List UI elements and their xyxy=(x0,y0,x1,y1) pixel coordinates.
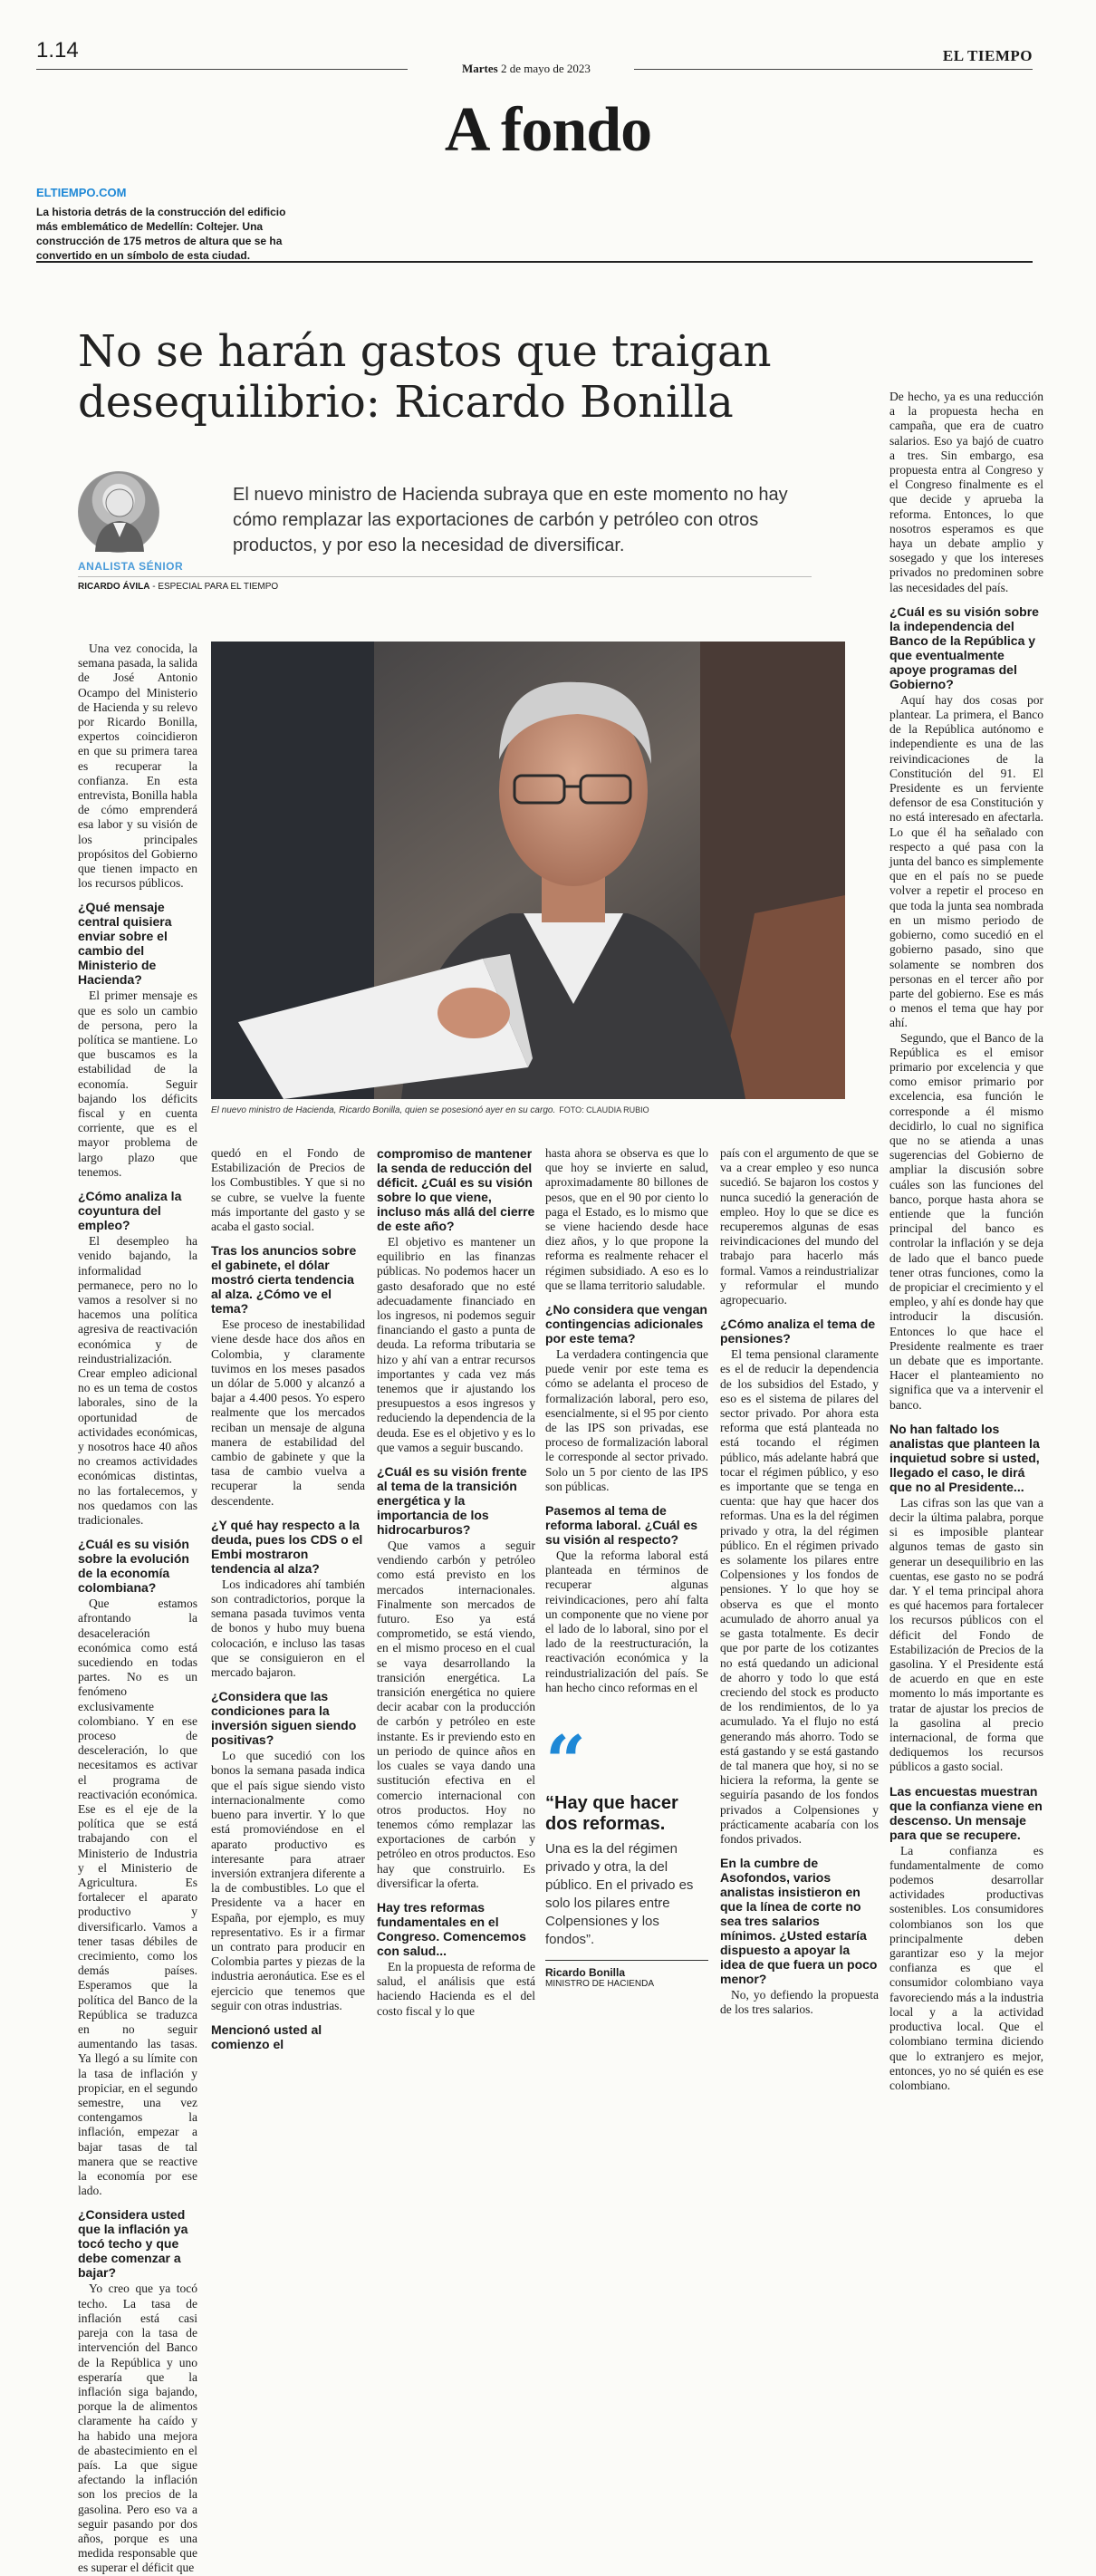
paragraph: El tema pensional claramente es el de reducir la dependencia de los subsidios del Estado, y eso es el sistema de pilares del sector privado. Por ahora esta reforma que está planteada no está tocando el régimen público, más adelante habrá que tocar el régimen público, y eso es importante que se tenga en cuenta: que hay que hacer dos reformas. Una es la del régimen privado y otra, la del régimen público. En el régimen privado es solamente los pilares entre Colpensiones y los fondos de pensiones. Y lo que hoy se observa es que el monto acumulado de ahorro anual ya se gasta totalmente. Es decir que por parte de los cotizantes no está quedando un adicional de ahorro y todo lo que está creciendo del stock es producto de los rendimientos, de lo ya acumulado. Ya el flujo no está generando más ahorro. Todo se está gastando y se está gastando de tal manera que hoy, si no se hiciera la reforma, la gente se seguiría pasando de los fondos privados a Colpensiones y prácticamente acabaría con los fondos privados. xyxy=(720,1347,879,1846)
paragraph: Segundo, que el Banco de la República es el emisor primario por excelencia y que como emisor primario por excelencia, esa función le corresponde a él mismo decidirlo, lo cual no significa que no se atienda a unas sugerencias del Gobierno de ampliar la discusión sobre cuáles son las funciones del banco, porque hasta ahora se entiende que la función principal del banco es controlar la inflación y se deja de lado que el banco puede tener otras funciones, como la de propiciar el crecimiento y el empleo, y ahí es donde hay que introducir la discusión. Entonces lo que hace el Presidente realmente es traer un debate que es importante. Hacer el planteamiento no significa que va a intervenir el banco. xyxy=(889,1030,1043,1412)
pull-quote-body: Una es la del régimen privado y otra, la del público. En el privado es solo los pilares entre Colpensiones y los fondos”. xyxy=(545,1841,694,1947)
question: compromiso de mantener la senda de reducción del déficit. ¿Cuál es su visión sobre lo que viene, incluso más allá del cierre de este año? xyxy=(377,1146,535,1233)
paragraph: Los indicadores ahí también son contradictorios, porque la semana pasada tuvimos venta de bonos y hubo muy buena colocación, e incluso las tasas que se consiguieron en el mercado bajaron. xyxy=(211,1577,365,1680)
paragraph: Ese proceso de inestabilidad viene desde hace dos años en Colombia, y claramente tuvimos en los meses pasados un dólar de 5.000 y alcanzó a bajar a 4.400 pesos. Yo espero realmente que los mercados reciban un mensaje de alguna manera de estabilidad del cambio de gabinete y que la tasa de cambio vuelva a recuperar la senda descendente. xyxy=(211,1317,365,1508)
question: ¿No considera que vengan contingencias adicionales por este tema? xyxy=(545,1302,707,1346)
author-avatar xyxy=(78,471,159,553)
paragraph: país con el argumento de que se va a crear empleo y eso nunca sucedió. Se bajaron los costos y nunca sucedió la generación de empleo. Hoy lo que se dice es recuperemos algunas de esas reivindicaciones del mundo del trabajo para hacerlo más formal. Vamos a reindustrializar y reformular el mundo agropecuario. xyxy=(720,1146,879,1307)
paragraph: La confianza es fundamentalmente de como podemos desarrollar actividades productivas sostenibles. Los consumidores colombianos son los que principalmente deben garantizar eso y la mejor confianza es que el consumidor colombiano vaya favoreciendo más a la industria local y a la actividad productiva local. Que el colombiano termina diciendo que lo extranjero es mejor, entonces, yo no sé quién es ese colombiano. xyxy=(889,1843,1043,2092)
paragraph: Las cifras son las que van a decir la última palabra, porque si es imposible plantear algunos temas de gasto sin generar un desequilibrio en las cuentas, ese gasto no se podrá dar. Y el tema principal ahora es qué hacemos para fortalecer los recursos públicos con el déficit del Fondo de Estabilización de Precios de la gasolina. Y el Presidente está de acuerdo en que en este momento lo más importante es tratar de ajustar los precios de la gasolina al precio internacional, de forma que dediquemos los recursos públicos a gasto social. xyxy=(889,1495,1043,1774)
question: ¿Cuál es su visión sobre la evolución de la economía colombiana? xyxy=(78,1537,189,1596)
question: No han faltado los analistas que planteen la inquietud sobre si usted, llegado el caso, le dirá que no al Presidente... xyxy=(889,1421,1040,1494)
question: ¿Cómo analiza el tema de pensiones? xyxy=(720,1317,876,1346)
main-photo xyxy=(211,642,845,1099)
question: ¿Y qué hay respecto a la deuda, pues los CDS o el Embi mostraron tendencia al alza? xyxy=(211,1517,363,1576)
article-column-2 xyxy=(211,1146,365,2109)
article-column-6 xyxy=(889,390,1043,2109)
question: Mencionó usted al comienzo el xyxy=(211,2021,322,2051)
article-column-3 xyxy=(377,1146,535,2109)
newspaper-brand: EL TIEMPO xyxy=(942,47,1033,64)
article-column-5 xyxy=(720,1146,879,2109)
paragraph: Que vamos a seguir vendiendo carbón y petróleo como está previsto en los mercados internacionales. Finalmente son mercados de futuro. Eso ya está comprometido, se está viendo, en el mismo proceso en el cual se vaya desarrollando la transición energética. La transición energética no quiere decir acabar con la producción de carbón y petróleo en este instante. Es ir previendo esto en un periodo de quince años en los cuales se vaya dando una sustitución efectiva en el comercio internacional con otros productos. Hoy no tenemos cómo remplazar las exportaciones de carbón y petróleo en otros productos. Eso hay que construirlo. Es diversificar la oferta. xyxy=(377,1539,535,1890)
pull-quote-name: Ricardo Bonilla xyxy=(545,1966,626,1979)
paragraph: Aquí hay dos cosas por plantear. La primera, el Banco de la República autónomo e independiente es una de las reivindicaciones de la Constitución del 91. El Presidente es un ferviente defensor de esa Constitución y no está interesado en afectarla. Lo que él ha señalado con respecto a qué pasa con la junta del banco es simplemente que en el país no se puede volver a repetir el proceso en que toda la junta sea nombrada en un mismo periodo de gobierno, como sucedió en el gobierno pasado, sino que solamente se nombren dos personas en el tercer año por parte del gobierno. Ese es más o menos el tema que hay por ahí. xyxy=(889,692,1043,1030)
byline-name: RICARDO ÁVILA xyxy=(78,582,150,592)
byline-divider xyxy=(78,576,812,577)
question: ¿Cuál es su visión frente al tema de la transición energética y la importancia de los hidrocarburos? xyxy=(377,1464,527,1538)
paragraph: hasta ahora se observa es que lo que hoy se invierte en salud, aproximadamente 80 billones de pesos, que en el 90 por ciento lo paga el Estado, es lo mismo que se viene haciendo desde hace diez años, y lo que propone la reforma es realmente rehacer el régimen subsidiado. A eso es lo que se llama territorio saludable. xyxy=(545,1146,708,1292)
issue-date-rest: 2 de mayo de 2023 xyxy=(500,62,591,75)
paragraph: Lo que sucedió con los bonos la semana pasada indica que el país sigue siendo visto internacionalmente como bueno para invertir. Y lo que está promoviéndose en el aparato productivo es interesante para atraer inversión extranjera diferente a la de combustibles. Lo que el Presidente va a hacer en España, por ejemplo, es muy representativo. Es ir a firmar un contrato para producir en Colombia partes y piezas de la industria aeronáutica. Ese es el ejercicio que tenemos que seguir con otras industrias. xyxy=(211,1749,365,2012)
paragraph: Yo creo que ya tocó techo. La tasa de inflación está casi pareja con la tasa de intervención del Banco de la República y uno esperaría que la inflación siga bajando, porque la de alimentos claramente ha caído y ha habido una mejora de abastecimiento en el país. La que sigue afectando la inflación son los precios de la gasolina. Pero eso va a seguir pasando por dos años, porque es una medida responsable que es superar el déficit que xyxy=(78,2282,197,2575)
header-rule-left xyxy=(36,69,408,70)
question: ¿Considera que las condiciones para la inversión siguen siendo positivas? xyxy=(211,1689,357,1748)
paragraph: quedó en el Fondo de Estabilización de Precios de los Combustibles. Y que si no se cubre, se vuelve la fuente más importante del gasto y se acaba el gasto social. xyxy=(211,1146,365,1234)
issue-day: Martes xyxy=(462,62,498,75)
paragraph: El desempleo ha venido bajando, la informalidad permanece, pero no lo vamos a resolver si no hacemos una política agresiva de reactivación económica y de reindustrialización. Crear empleo adicional no es un tema de costos laborales, sino de la oportunidad de actividades económicas, y nosotros hace 40 años no creamos actividades económicas distintas, no las fortalecemos, y nos quedamos con las tradicionales. xyxy=(78,1234,197,1527)
minister-photo-illustration xyxy=(211,642,845,1099)
issue-date xyxy=(462,62,591,76)
header-rule-right xyxy=(634,69,1033,70)
paragraph: El objetivo es mantener un equilibrio en las finanzas públicas. No podemos hacer un gasto desaforado que no esté adecuadamente financiado en los ingresos, ni podemos seguir financiando el gasto a punta de deuda. La reforma tributaria se hizo y ahí van a entrar recursos importantes y cada vez más tenemos que ir ajustando los presupuestos a esos ingresos y reduciendo la dependencia de la deuda. Ese es el objetivo y es lo que vamos a seguir buscando. xyxy=(377,1235,535,1454)
question: Las encuestas muestran que la confianza viene en descenso. Un mensaje para que se recupere. xyxy=(889,1783,1043,1842)
promo-link[interactable]: ELTIEMPO.COM xyxy=(36,186,127,199)
section-title: A fondo xyxy=(444,95,652,165)
author-portrait-icon xyxy=(79,472,160,554)
paragraph: No, yo defiendo la propuesta de los tres salarios. xyxy=(720,1988,879,2017)
photo-caption-text: El nuevo ministro de Hacienda, Ricardo Bonilla, quien se posesionó ayer en su cargo. xyxy=(211,1105,556,1115)
byline xyxy=(78,582,278,592)
question: ¿Qué mensaje central quisiera enviar sobre el cambio del Ministerio de Hacienda? xyxy=(78,900,172,988)
pull-quote xyxy=(545,1721,708,1989)
quote-mark-icon: “ xyxy=(545,1721,586,1803)
question: Hay tres reformas fundamentales en el Congreso. Comencemos con salud... xyxy=(377,1899,526,1958)
pull-quote-divider xyxy=(545,1960,708,1961)
byline-rest: - ESPECIAL PARA EL TIEMPO xyxy=(149,582,279,592)
article-deck: El nuevo ministro de Hacienda subraya que en este momento no hay cómo remplazar las exportaciones de carbón y petróleo con otros productos, y por eso la necesidad de diversificar. xyxy=(233,485,788,555)
photo-credit: FOTO: CLAUDIA RUBIO xyxy=(559,1105,649,1114)
article-column-1 xyxy=(78,642,197,2575)
paragraph: El primer mensaje es que es solo un cambio de persona, pero la política se mantiene. Lo que buscamos es la estabilidad de la economía. Seguir bajando los déficits fiscal y en cuenta corriente, que es el mayor problema de largo plazo que tenemos. xyxy=(78,989,197,1179)
question: Pasemos al tema de reforma laboral. ¿Cuál es su visión al respecto? xyxy=(545,1503,698,1548)
pull-quote-headline: “Hay que hacer dos reformas. xyxy=(545,1793,678,1834)
page-number: 1.14 xyxy=(36,38,79,63)
article-column-4 xyxy=(545,1146,708,1726)
question: ¿Considera usted que la inflación ya tocó techo y que debe comenzar a bajar? xyxy=(78,2207,188,2281)
paragraph: De hecho, ya es una reducción a la propuesta hecha en campaña, que era de cuatro salarios. Eso ya bajó de cuatro a tres. Sin embargo, esa propuesta entra al Congreso y el Congreso finalmente es el que decide y aprueba la reforma. Entonces, lo que nosotros esperamos es que haya un debate amplio y sosegado y que los intereses privados no predominen sobre las necesidades del país. xyxy=(889,390,1043,594)
question: En la cumbre de Asofondos, varios analistas insistieron en que la línea de corte no sea tres salarios mínimos. ¿Usted estaría dispuesto a apoyar la idea de que fuera un poco menor? xyxy=(720,1856,878,1987)
paragraph: En la propuesta de reforma de salud, el análisis que está haciendo Hacienda es el del costo fiscal y lo que xyxy=(377,1959,535,2018)
question: Tras los anuncios sobre el gabinete, el dólar mostró cierta tendencia al alza. ¿Cómo ve el tema? xyxy=(211,1243,357,1317)
article-headline: No se harán gastos que traigan desequilibrio: Ricardo Bonilla xyxy=(78,326,772,428)
promo-text: La historia detrás de la construcción del edificio más emblemático de Medellín: Coltejer. Una construcción de 175 metros de altura que se ha convertido en un símbolo de esta ciudad. xyxy=(36,206,286,262)
promo-box xyxy=(36,186,308,263)
paragraph: Una vez conocida, la semana pasada, la salida de José Antonio Ocampo del Ministerio de Hacienda y su relevo por Ricardo Bonilla, expertos coincidieron en que su primera tarea es recuperar la confianza. En esta entrevista, Bonilla habla de cómo emprenderá esa labor y su visión de los principales propósitos del Gobierno que tienen impacto en los recursos públicos. xyxy=(78,642,197,891)
paragraph: Que la reforma laboral está planteada en términos de recuperar algunas reivindicaciones, pero ahí falta un componente que no viene por el lado de lo laboral, sino por el lado de la reestructuración, la reactivación económica y la reindustrialización del país. Se han hecho cinco reformas en el xyxy=(545,1548,708,1694)
paragraph: Que estamos afrontando la desaceleración económica como está sucediendo en todas partes. No es un fenómeno exclusivamente colombiano. Y en ese proceso de desceleración, lo que necesitamos es activar el programa de reactivación económica. Ese es el eje de la política que se está trabajando con el Ministerio de Industria y el Ministerio de Agricultura. Es fortalecer el aparato productivo y diversificarlo. Vamos a tener tasas débiles de crecimiento, como los demás países. Esperamos que la política del Banco de la República se traduzca en no seguir aumentando las tasas. Ya llegó a su límite con la tasa de inflación y propiciar, en el segundo semestre, una vez contengamos la inflación, empezar a bajar tasas de tal manera que se reactive la economía por ese lado. xyxy=(78,1597,197,2198)
paragraph: La verdadera contingencia que puede venir por este tema es cómo se adelanta el proceso de formalización laboral, pero eso, esencialmente, si el 95 por ciento de las IPS son privadas, ese proceso de formalización laboral le corresponde al sector privado. Solo un 5 por ciento de las IPS son públicas. xyxy=(545,1347,708,1493)
pull-quote-role: MINISTRO DE HACIENDA xyxy=(545,1979,655,1989)
author-role: ANALISTA SÉNIOR xyxy=(78,560,184,573)
promo-divider xyxy=(36,261,1033,263)
page-header xyxy=(36,36,1033,75)
question: ¿Cuál es su visión sobre la independencia del Banco de la República y que eventualmente apoye programas del Gobierno? xyxy=(889,603,1039,691)
photo-caption xyxy=(211,1105,845,1115)
question: ¿Cómo analiza la coyuntura del empleo? xyxy=(78,1189,182,1233)
